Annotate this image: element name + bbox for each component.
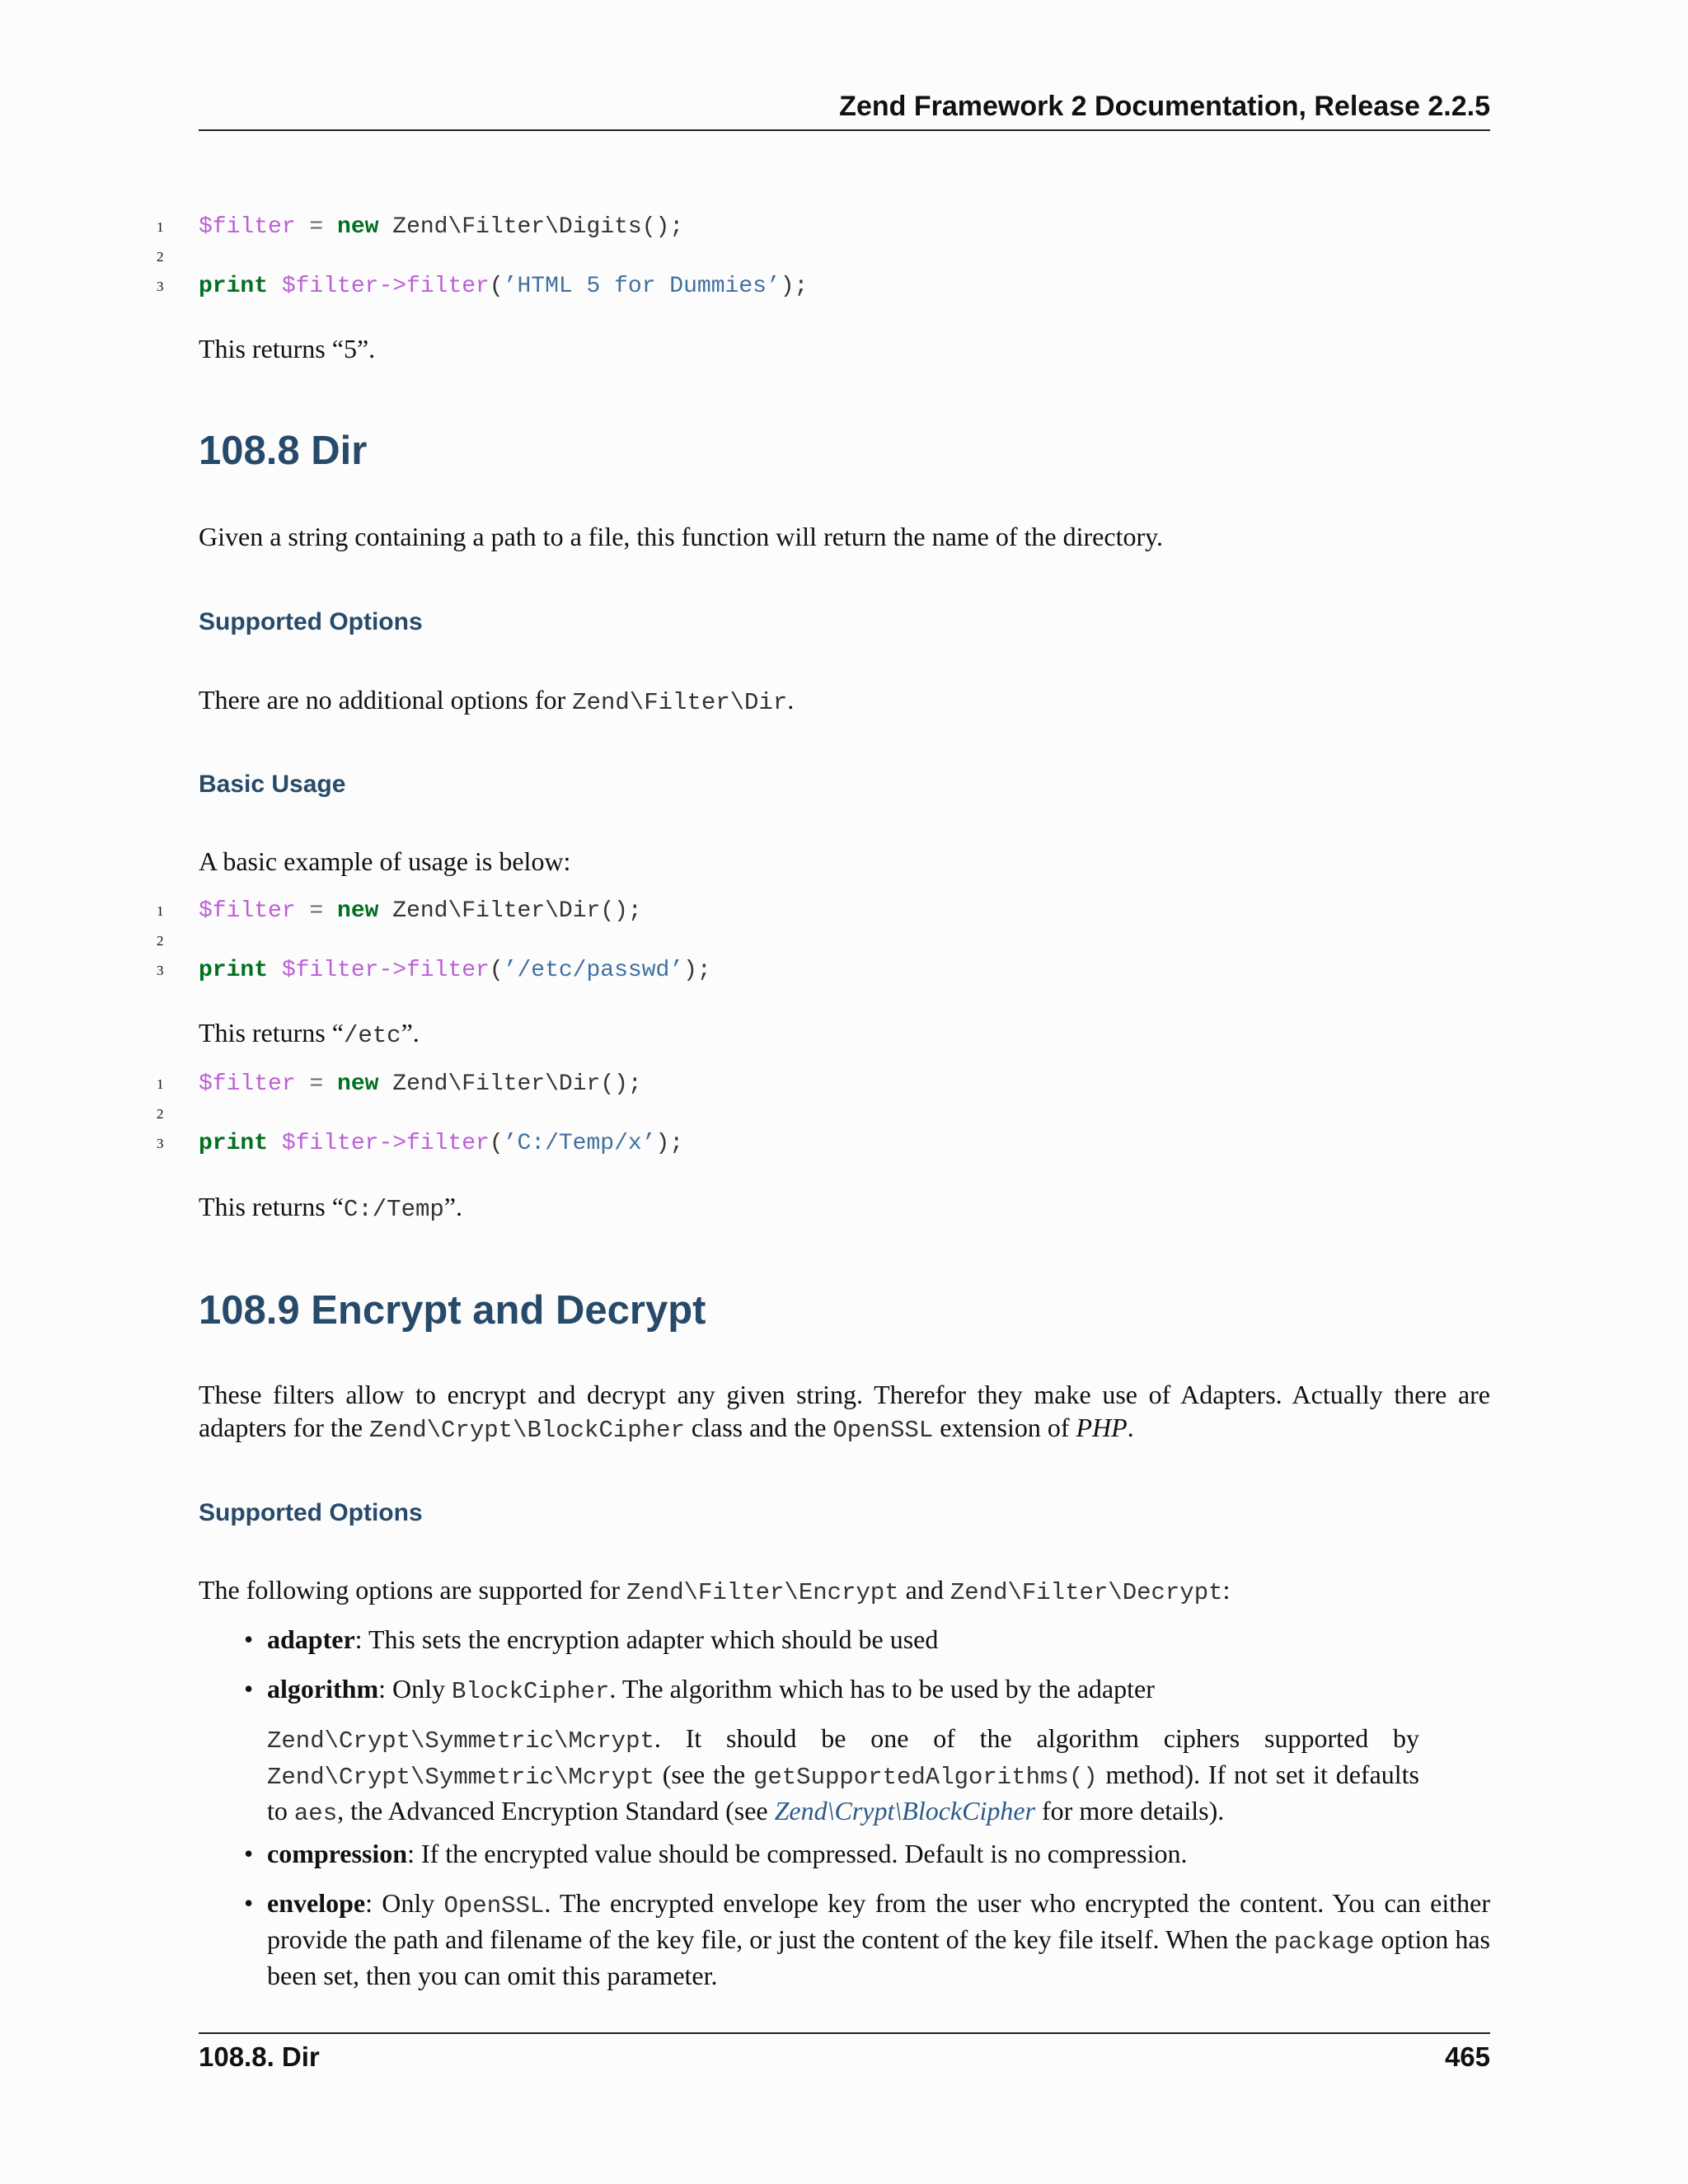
bullet-marker: • [244, 1624, 254, 1654]
code-operator: = [295, 214, 338, 240]
code-operator: = [295, 898, 338, 924]
code-variable: $filter [199, 214, 296, 240]
line-number: 3 [157, 1136, 164, 1151]
inline-code: Zend\Filter\Dir [572, 689, 788, 716]
footer-rule [199, 2032, 1490, 2034]
code-string: ’C:/Temp/x’ [503, 1131, 656, 1156]
code-string: ’HTML 5 for Dummies’ [503, 274, 781, 299]
paragraph: There are no additional options for Zend\Filter\Dir. [199, 685, 795, 716]
code-call: $filter->filter [268, 958, 490, 983]
subsection-heading: Basic Usage [199, 771, 346, 798]
code-operator: = [295, 1071, 338, 1097]
term: compression [267, 1839, 408, 1868]
paragraph: Given a string containing a path to a file, this function will return the name of the directory. [199, 522, 1164, 551]
emphasis: PHP [1076, 1413, 1128, 1442]
code-line [157, 272, 1517, 302]
line-number: 2 [157, 1106, 164, 1122]
code-text: ( [489, 958, 504, 983]
code-variable: $filter [199, 898, 296, 924]
code-text: Zend\Filter\Dir(); [378, 898, 642, 924]
code-keyword: print [199, 958, 269, 983]
inline-code: OpenSSL [443, 1892, 545, 1919]
list-item-continuation: Zend\Crypt\Symmetric\Mcrypt. It should be one of the algorithm ciphers supported by Zend\Crypt\Symmetric\Mcrypt (see the getSupportedAlgorithms() method). If not set it defaults to aes, the Advanced Encryption Standard (see Zend\Crypt\BlockCipher for more details). [267, 1723, 1419, 1827]
code-keyword: new [337, 1071, 379, 1097]
list-item: algorithm: Only BlockCipher. The algorithm which has to be used by the adapter [267, 1674, 1155, 1705]
bullet-marker: • [244, 1888, 254, 1918]
code-text: ); [683, 958, 711, 983]
code-text: ); [655, 1131, 684, 1156]
subsection-heading: Supported Options [199, 608, 423, 635]
line-number: 2 [157, 249, 164, 265]
term: algorithm [267, 1674, 379, 1704]
code-line [157, 213, 1517, 242]
code-text: ); [780, 274, 809, 299]
bullet-marker: • [244, 1674, 254, 1704]
code-text: Zend\Filter\Dir(); [378, 1071, 642, 1097]
code-keyword: print [199, 1131, 269, 1156]
code-keyword: print [199, 274, 269, 299]
paragraph: This returns “5”. [199, 334, 376, 363]
inline-code: Zend\Crypt\Symmetric\Mcrypt [267, 1764, 654, 1791]
code-keyword: new [337, 898, 379, 924]
code-block [157, 897, 1517, 986]
line-number: 1 [157, 903, 164, 919]
inline-code: Zend\Filter\Encrypt [626, 1579, 899, 1606]
code-line [157, 897, 1517, 926]
inline-code: getSupportedAlgorithms() [753, 1764, 1098, 1791]
paragraph: A basic example of usage is below: [199, 846, 571, 876]
code-text: ( [489, 1131, 504, 1156]
code-call: $filter->filter [268, 274, 490, 299]
list-item: compression: If the encrypted value should be compressed. Default is no compression. [267, 1839, 1188, 1868]
page-number: 465 [1444, 2041, 1490, 2072]
inline-code: Zend\Crypt\BlockCipher [369, 1417, 685, 1444]
term: adapter [267, 1624, 355, 1654]
code-block [157, 213, 1517, 302]
code-text: ( [489, 274, 504, 299]
line-number: 1 [157, 219, 164, 235]
code-text: Zend\Filter\Digits(); [378, 214, 684, 240]
code-line [157, 242, 1517, 272]
code-keyword: new [337, 214, 379, 240]
code-block [157, 1070, 1517, 1159]
inline-code: Zend\Filter\Decrypt [950, 1579, 1223, 1606]
blockcipher-link[interactable]: Zend\Crypt\BlockCipher [774, 1796, 1036, 1825]
code-string: ’/etc/passwd’ [503, 958, 684, 983]
header-rule [199, 129, 1490, 131]
inline-code: BlockCipher [451, 1678, 610, 1705]
code-line [157, 926, 1517, 956]
code-line [157, 1129, 1517, 1159]
list-item: envelope: Only OpenSSL. The encrypted envelope key from the user who encrypted the content. You can either provide the path and filename of the key file, or just the content of the key file itself. When the package option has been set, then you can omit this parameter. [267, 1888, 1491, 1990]
line-number: 3 [157, 963, 164, 978]
inline-code: OpenSSL [832, 1417, 934, 1444]
paragraph: This returns “/etc”. [199, 1018, 420, 1049]
running-header: Zend Framework 2 Documentation, Release 2.2.5 [839, 91, 1490, 122]
line-number: 1 [157, 1076, 164, 1092]
inline-code: Zend\Crypt\Symmetric\Mcrypt [267, 1727, 654, 1755]
section-heading: 108.9 Encrypt and Decrypt [199, 1288, 706, 1333]
inline-code: package [1273, 1929, 1375, 1956]
subsection-heading: Supported Options [199, 1499, 423, 1526]
line-number: 2 [157, 933, 164, 949]
inline-code: aes [293, 1800, 338, 1827]
code-line [157, 956, 1517, 986]
paragraph: These filters allow to encrypt and decrypt any given string. Therefor they make use of Adapters. Actually there are adapters for the Zend\Crypt\BlockCipher class and the OpenSSL extension of PHP. [199, 1380, 1490, 1444]
paragraph: The following options are supported for Zend\Filter\Encrypt and Zend\Filter\Decrypt: [199, 1575, 1231, 1606]
code-variable: $filter [199, 1071, 296, 1097]
term: envelope [267, 1888, 366, 1918]
footer-section-title: 108.8. Dir [199, 2041, 320, 2072]
section-heading: 108.8 Dir [199, 429, 368, 473]
code-call: $filter->filter [268, 1131, 490, 1156]
paragraph: This returns “C:/Temp”. [199, 1192, 462, 1223]
list-item: adapter: This sets the encryption adapter which should be used [267, 1624, 939, 1654]
code-line [157, 1070, 1517, 1099]
inline-code: /etc [343, 1022, 401, 1049]
line-number: 3 [157, 279, 164, 294]
code-line [157, 1099, 1517, 1129]
bullet-marker: • [244, 1839, 254, 1868]
inline-code: C:/Temp [343, 1196, 444, 1223]
